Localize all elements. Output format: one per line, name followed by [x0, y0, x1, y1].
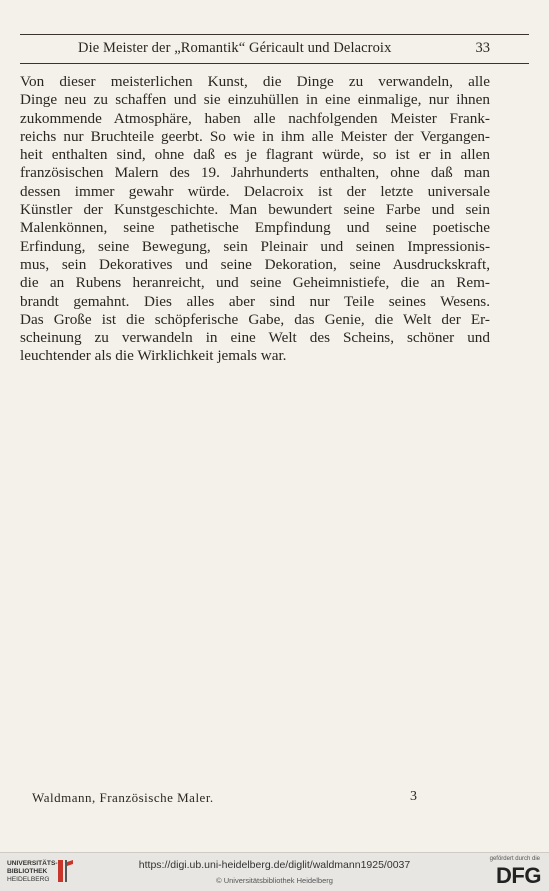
running-head: Die Meister der „Romantik“ Géricault und Delacroix	[78, 40, 392, 56]
text-line: leuchtender als die Wirklichkeit jemals war.	[20, 347, 287, 365]
text-line: Das Große ist die schöpferische Gabe, das Genie, die Welt der Er-	[20, 310, 490, 328]
header-rule-top	[20, 34, 529, 35]
text-line: brandt gemahnt. Dies alles aber sind nur Teile seines Wesens.	[20, 292, 490, 310]
text-line: dessen immer gewahr würde. Delacroix ist der letzte universale	[20, 182, 490, 200]
permalink-url[interactable]: https://digi.ub.uni-heidelberg.de/diglit/waldmann1925/0037	[138, 859, 411, 871]
body-paragraph	[20, 73, 490, 366]
text-line: französischen Malern des 19. Jahrhunderts enthalten, ohne daß man	[20, 164, 490, 182]
header-rule-bottom	[20, 63, 529, 64]
text-line: Künstler der Kunstgeschichte. Man bewundert seine Farbe und sein	[20, 201, 490, 219]
text-line: Von dieser meisterlichen Kunst, die Dinge zu verwandeln, alle	[20, 73, 490, 90]
copyright-notice: © Universitätsbibliothek Heidelberg	[216, 876, 333, 885]
signature-number: 3	[410, 789, 417, 804]
dfg-logo[interactable]: DFG	[496, 863, 541, 888]
page-number: 33	[475, 40, 490, 56]
dfg-funding-label: gefördert durch die	[489, 856, 540, 862]
text-line: Dinge neu zu schaffen und sie einzuhüllen in eine einmalige, nur ihnen	[20, 91, 490, 109]
text-line: die an Rubens heranreicht, und seine Geheimnistiefe, die an Rem-	[20, 274, 490, 292]
library-logo-line1: UNIVERSITÄTS-	[7, 860, 58, 867]
library-logo-line3: HEIDELBERG	[7, 876, 50, 883]
text-line: heit enthalten sind, ohne daß es je flagrant würde, so ist er in allen	[20, 146, 490, 164]
text-line: mus, sein Dekoratives und seine Dekoration, seine Ausdruckskraft,	[20, 255, 490, 273]
text-line: Malenkönnen, seine pathetische Empfindung und seine poetische	[20, 219, 490, 237]
signature-mark: Waldmann, Französische Maler.	[32, 790, 214, 805]
text-line: zukommende Atmosphäre, haben alle nachfolgenden Meister Frank-	[20, 109, 490, 127]
viewer-footer	[0, 852, 549, 891]
text-line: reichs nur Bruchteile geerbt. So wie in ihm alle Meister der Vergangen-	[20, 127, 490, 145]
text-line: scheinung zu verwandeln in eine Welt des Scheins, schöner und	[20, 329, 490, 347]
text-line: Erfindung, seine Bewegung, sein Pleinair und seinen Impressionis-	[20, 237, 490, 255]
library-logo-line2: BIBLIOTHEK	[7, 868, 48, 875]
